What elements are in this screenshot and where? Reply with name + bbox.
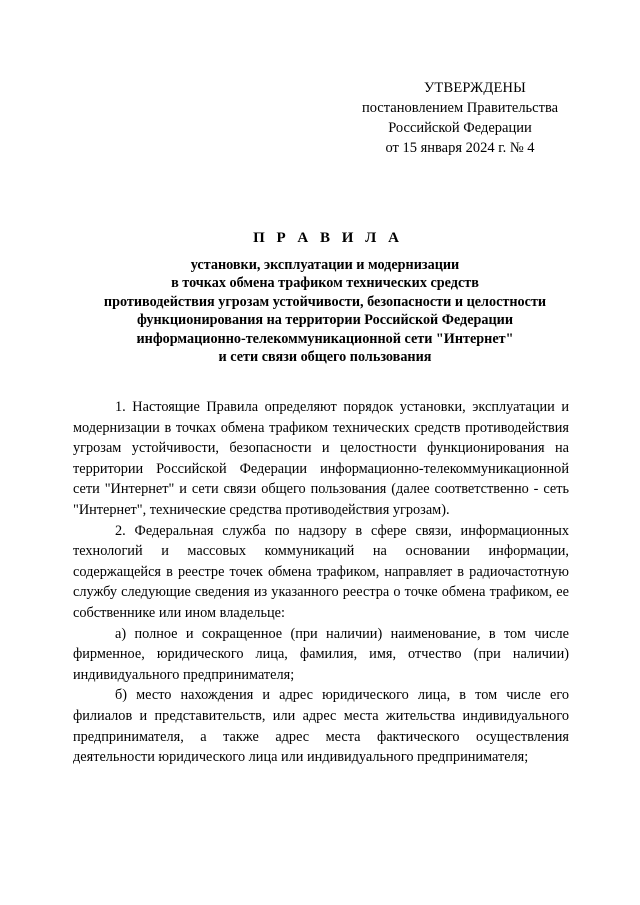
subtitle-line: функционирования на территории Российской Федерации (136, 312, 514, 329)
document-title: П Р А В И Л А (253, 230, 403, 246)
document-title-block (60, 228, 590, 366)
approved-label: УТВЕРЖДЕНЫ (423, 80, 527, 96)
approval-date-line: от 15 января 2024 г. № 4 (385, 140, 535, 156)
subtitle-line: в точках обмена трафиком технических средств (171, 275, 479, 292)
approval-stamp (340, 78, 580, 158)
subtitle-line: информационно-телекоммуникационной сети "Интернет" (136, 330, 514, 347)
subtitle-line: противодействия угрозам устойчивости, безопасности и целостности (103, 293, 547, 310)
document-body (73, 397, 569, 768)
approval-line-1: постановлением Правительства (361, 100, 559, 116)
paragraph-2b: б) место нахождения и адрес юридического лица, в том числе его филиалов и представительств, или адрес места жительства индивидуального предпринимателя, а также адрес места фактического осуществления деятельности юридического лица или индивидуального предпринимателя; (73, 687, 569, 766)
document-subtitle (60, 256, 590, 366)
paragraph-1: 1. Настоящие Правила определяют порядок установки, эксплуатации и модернизации в точках обмена трафиком технических средств противодействия угрозам устойчивости, безопасности и целостности функционирования на территории Российской Федерации информационно-телекоммуникационной сети "Интернет" и сети связи общего пользования (далее соответственно - сеть "Интернет", технические средства противодействия угрозам). (73, 399, 569, 518)
subtitle-line: и сети связи общего пользования (218, 349, 432, 366)
approval-line-2: Российской Федерации (388, 120, 532, 136)
paragraph-2a: а) полное и сокращенное (при наличии) наименование, в том числе фирменное, юридического лица, фамилия, имя, отчество (при наличии) индивидуального предпринимателя; (73, 625, 569, 683)
subtitle-line: установки, эксплуатации и модернизации (190, 257, 460, 273)
paragraph-2: 2. Федеральная служба по надзору в сфере связи, информационных технологий и массовых коммуникаций на основании информации, содержащейся в реестре точек обмена трафиком, направляет в радиочастотную службу следующие сведения из указанного реестра о точке обмена трафиком, ее собственнике или ином владельце: (73, 522, 569, 621)
